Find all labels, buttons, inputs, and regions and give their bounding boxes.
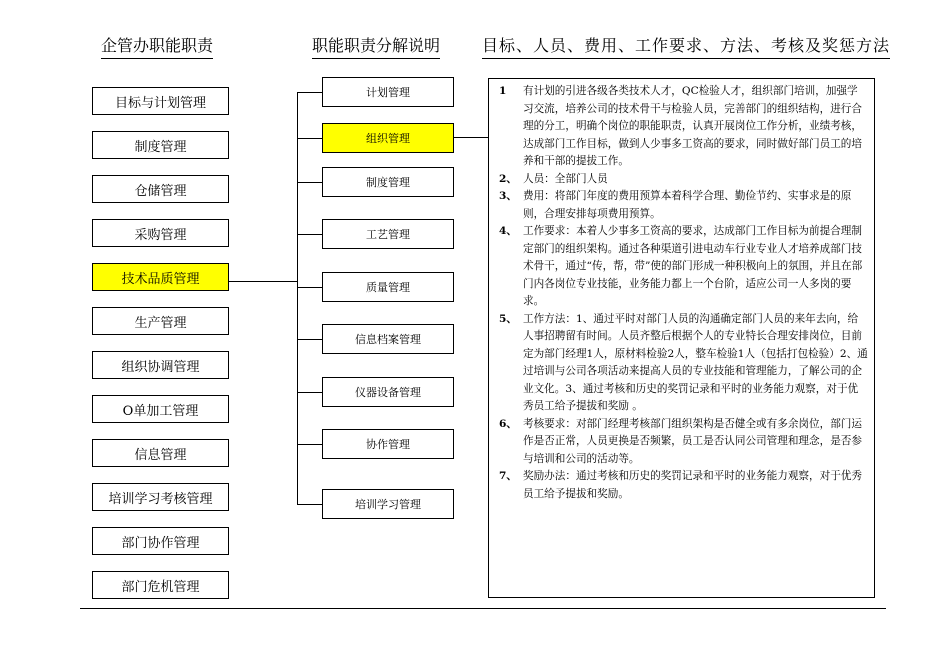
bracket-stub [297, 287, 322, 288]
right-column-heading: 目标、人员、费用、工作要求、方法、考核及奖惩方法 [482, 36, 890, 59]
left-box-purchasing[interactable]: 采购管理 [92, 219, 229, 247]
left-box-coordination[interactable]: 组织协调管理 [92, 351, 229, 379]
detail-item-1 [499, 83, 868, 171]
detail-item-text: 费用：将部门年度的费用预算本着科学合理、勤俭节约、实事求是的原则，合理安排每项费用预算。 [523, 190, 852, 220]
bracket-stub [297, 182, 322, 183]
detail-item-6 [499, 416, 868, 469]
detail-panel [488, 78, 875, 598]
detail-item-3 [499, 188, 868, 223]
mid-box-cooperation[interactable]: 协作管理 [322, 429, 454, 459]
detail-item-number: 4、 [499, 225, 517, 237]
left-column-heading: 企管办职能职责 [101, 36, 213, 59]
left-box-training[interactable]: 培训学习考核管理 [92, 483, 229, 511]
mid-box-instruments[interactable]: 仪器设备管理 [322, 377, 454, 407]
detail-item-text: 人员：全部门人员 [523, 172, 608, 185]
bracket-stub [297, 138, 322, 139]
detail-item-number: 7、 [499, 470, 517, 482]
detail-item-number: 6、 [499, 417, 517, 430]
detail-item-text: 奖励办法：通过考核和历史的奖罚记录和平时的业务能力观察，对于优秀员工给予提拔和奖励。 [523, 470, 862, 500]
detail-item-text: 有计划的引进各级各类技术人才，QC检验人才，组织部门培训，加强学习交流，培养公司的技术骨干与检验人员，完善部门的组织结构，进行合理的分工，明确个岗位的职能职责，认真开展岗位工作分析，业绩考核，达成部门工作目标，做到人少事多工资高的要求，同时做好部门员工的培养和干部的提拔工作。 [523, 85, 862, 167]
bracket-stub [297, 504, 322, 505]
detail-list [499, 83, 868, 503]
detail-item-text: 工作方法：1、通过平时对部门人员的沟通确定部门人员的来年去向，给人事招聘留有时间。人员齐整后根据个人的专业特长合理安排岗位，目前定为部门经理1人，原材料检验2人，整车检验1人（包括打包检验）2、通过培训与公司各项活动来提高人员的专业技能和管理能力，了解公司的企业文化。3、通过考核和历史的奖罚记录和平时的业务能力观察，对于优秀员工给予提拔和奖励 。 [523, 312, 868, 412]
left-box-dept-crisis[interactable]: 部门危机管理 [92, 571, 229, 599]
mid-box-organization[interactable]: 组织管理 [322, 123, 454, 153]
bracket-stub [297, 92, 322, 93]
middle-bracket-line [297, 92, 298, 504]
bracket-stub [297, 234, 322, 235]
bracket-stub [297, 392, 322, 393]
bracket-stub [297, 444, 322, 445]
detail-item-number: 2、 [499, 172, 517, 185]
mid-box-quality[interactable]: 质量管理 [322, 272, 454, 302]
left-box-o-order[interactable]: O单加工管理 [92, 395, 229, 423]
detail-item-number: 1 [499, 85, 507, 97]
detail-item-text: 考核要求：对部门经理考核部门组织架构是否健全或有多余岗位，部门运作是否正常，人员更换是否频繁，员工是否认同公司管理和理念，是否参与培训和公司的活动等。 [523, 417, 862, 465]
mid-box-archive[interactable]: 信息档案管理 [322, 324, 454, 354]
footer-rule [80, 608, 886, 609]
left-box-dept-cooperation[interactable]: 部门协作管理 [92, 527, 229, 555]
middle-column-heading: 职能职责分解说明 [312, 36, 440, 59]
detail-item-2 [499, 171, 868, 189]
detail-item-number: 5、 [499, 312, 517, 325]
left-box-information[interactable]: 信息管理 [92, 439, 229, 467]
detail-item-7 [499, 468, 868, 503]
connector-left-middle [229, 281, 298, 282]
left-box-system[interactable]: 制度管理 [92, 131, 229, 159]
left-box-production[interactable]: 生产管理 [92, 307, 229, 335]
mid-box-plan[interactable]: 计划管理 [322, 77, 454, 107]
detail-item-number: 3、 [499, 190, 517, 202]
detail-item-text: 工作要求：本着人少事多工资高的要求，达成部门工作目标为前提合理制定部门的组织架构。通过各种渠道引进电动车行业专业人才培养成部门技术骨干，通过“传，帮，带”使的部门形成一种积极向上的氛围，并且在部门内各岗位专业技能，业务能力都上一个台阶，适应公司一人多岗的要求。 [523, 225, 863, 307]
left-box-tech-quality[interactable]: 技术品质管理 [92, 263, 229, 291]
left-box-goal-plan[interactable]: 目标与计划管理 [92, 87, 229, 115]
mid-box-process[interactable]: 工艺管理 [322, 219, 454, 249]
detail-item-5 [499, 311, 868, 416]
bracket-stub [297, 339, 322, 340]
connector-middle-detail [454, 137, 488, 138]
mid-box-system[interactable]: 制度管理 [322, 167, 454, 197]
mid-box-training[interactable]: 培训学习管理 [322, 489, 454, 519]
left-box-warehouse[interactable]: 仓储管理 [92, 175, 229, 203]
detail-item-4 [499, 223, 868, 311]
